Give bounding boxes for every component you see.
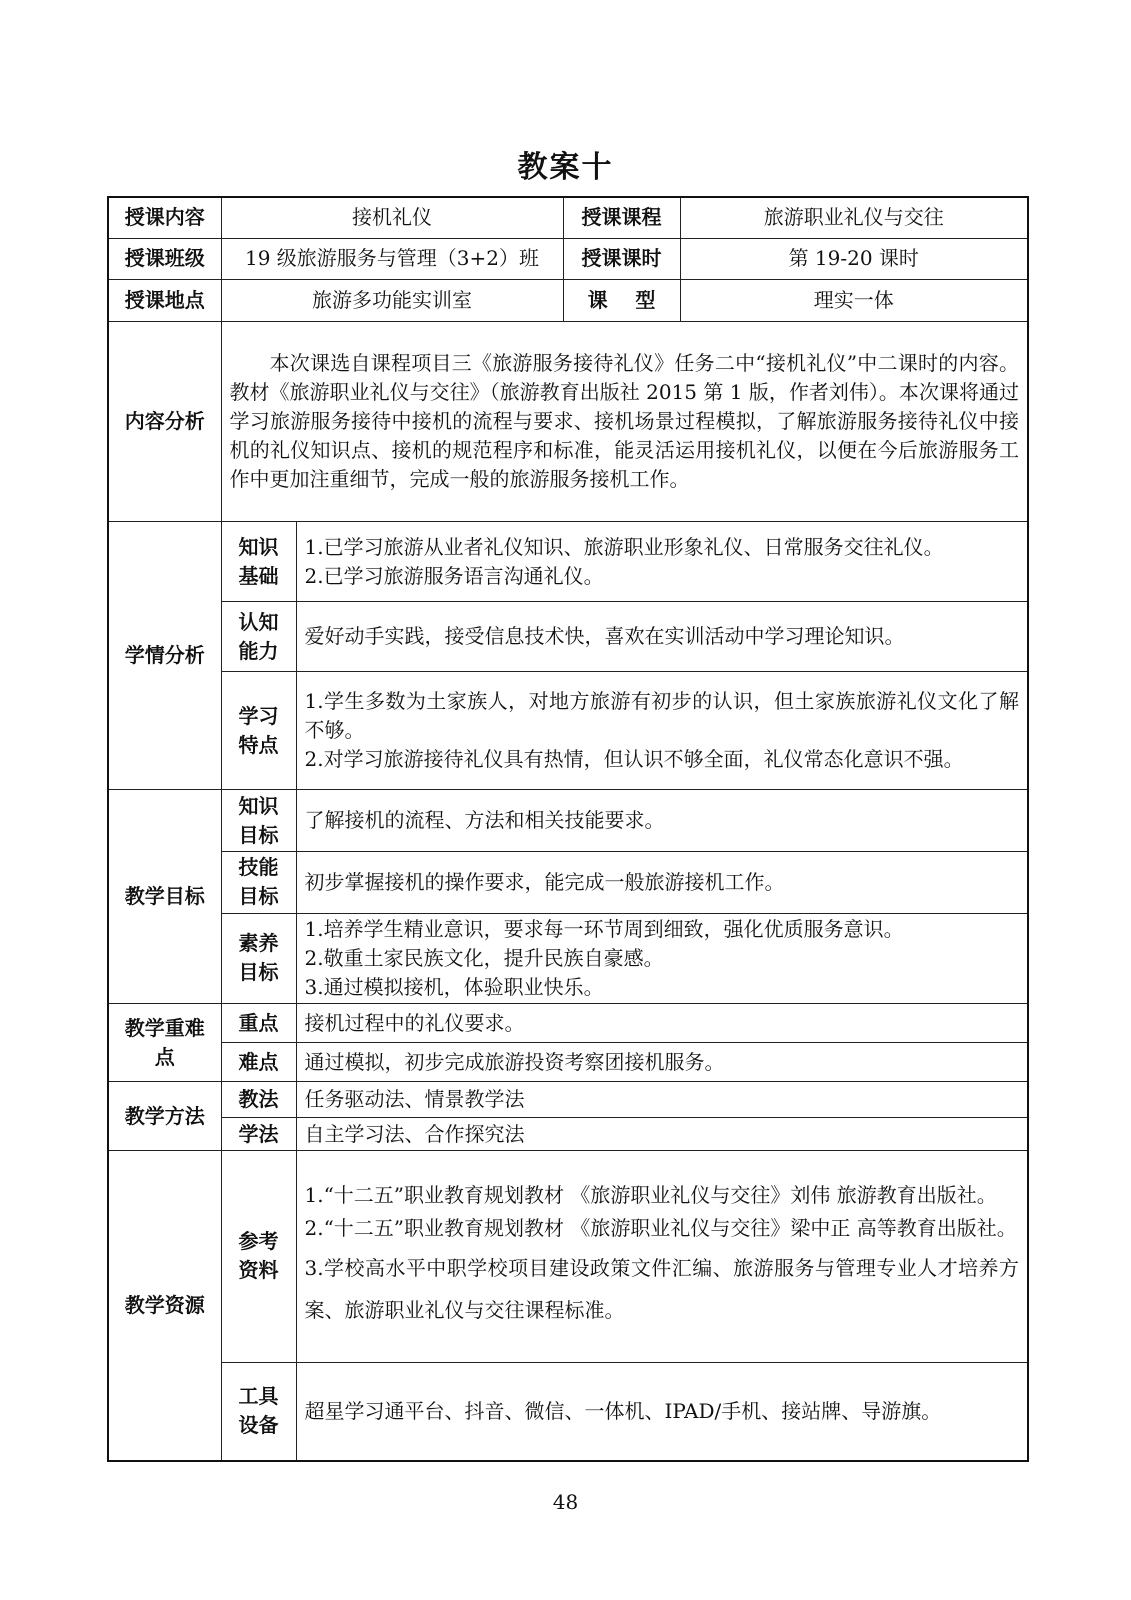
learning-method-text: 自主学习法、合作探究法 <box>296 1118 1028 1151</box>
knowledge-base-line: 2.已学习旅游服务语言沟通礼仪。 <box>304 563 604 588</box>
header-row-3 <box>108 279 1028 321</box>
knowledge-objective-label: 知识目标 <box>221 790 296 852</box>
teaching-method-text: 任务驱动法、情景教学法 <box>296 1082 1028 1118</box>
learner-analysis-label: 学情分析 <box>108 522 221 790</box>
content-analysis-row <box>108 321 1028 521</box>
knowledge-base-label: 知识基础 <box>221 522 296 602</box>
references-text <box>296 1151 1028 1363</box>
key-points-label: 教学重难点 <box>108 1004 221 1082</box>
difficult-point-row <box>108 1043 1028 1082</box>
difficult-point-label: 难点 <box>221 1043 296 1082</box>
header-row-1 <box>108 197 1028 238</box>
label-location: 授课地点 <box>108 279 221 321</box>
resources-label: 教学资源 <box>108 1151 221 1461</box>
key-point-row <box>108 1004 1028 1043</box>
traits-line: 1.学生多数为土家族人，对地方旅游有初步的认识，但土家族旅游礼仪文化了解不够。 <box>304 689 1019 743</box>
learner-traits-row <box>108 672 1028 790</box>
teaching-method-row <box>108 1082 1028 1118</box>
header-row-2 <box>108 238 1028 279</box>
lesson-plan-table <box>107 196 1029 1462</box>
value-course: 旅游职业礼仪与交往 <box>680 197 1028 238</box>
value-class: 19 级旅游服务与管理（3+2）班 <box>221 238 563 279</box>
content-analysis-label: 内容分析 <box>108 321 221 521</box>
learner-knowledge-row <box>108 522 1028 602</box>
literacy-objective-label: 素养目标 <box>221 913 296 1003</box>
cognition-text <box>296 602 1028 672</box>
traits-line: 2.对学习旅游接待礼仪具有热情，但认识不够全面，礼仪常态化意识不强。 <box>304 747 964 772</box>
label-class: 授课班级 <box>108 238 221 279</box>
literacy-line: 1.培养学生精业意识，要求每一环节周到细致，强化优质服务意识。 <box>304 916 904 941</box>
page-number: 48 <box>552 1490 579 1514</box>
label-content: 授课内容 <box>108 197 221 238</box>
traits-text <box>296 672 1028 790</box>
literacy-objective-text <box>296 913 1028 1003</box>
value-hours: 第 19-20 课时 <box>680 238 1028 279</box>
skill-objective-text: 初步掌握接机的操作要求，能完成一般旅游接机工作。 <box>296 852 1028 914</box>
knowledge-base-text <box>296 522 1028 602</box>
value-content: 接机礼仪 <box>221 197 563 238</box>
objective-literacy-row <box>108 913 1028 1003</box>
objective-skill-row <box>108 852 1028 914</box>
content-analysis-text: 本次课选自课程项目三《旅游服务接待礼仪》任务二中“接机礼仪”中二课时的内容。教材《旅游职业礼仪与交往》（旅游教育出版社 2015 第 1 版，作者刘伟）。本次课将通过学习旅游服务接待中接机的流程与要求、接机场景过程模拟，了解旅游服务接待礼仪中接机的礼仪知识点、接机的规范程序和标准，能灵活运用接机礼仪，以便在今后旅游服务工作中更加注重细节，完成一般的旅游服务接机工作。 <box>221 321 1028 521</box>
learning-method-label: 学法 <box>221 1118 296 1151</box>
cognition-label: 认知能力 <box>221 602 296 672</box>
literacy-line: 2.敬重土家民族文化，提升民族自豪感。 <box>304 945 664 970</box>
teaching-method-label: 教法 <box>221 1082 296 1118</box>
cognition-line: 爱好动手实践，接受信息技术快，喜欢在实训活动中学习理论知识。 <box>304 624 905 649</box>
references-row <box>108 1151 1028 1363</box>
tools-text: 超星学习通平台、抖音、微信、一体机、IPAD/手机、接站牌、导游旗。 <box>296 1362 1028 1461</box>
objectives-label: 教学目标 <box>108 790 221 1004</box>
reference-line: 1.“十二五”职业教育规划教材 《旅游职业礼仪与交往》刘伟 旅游教育出版社。 <box>304 1183 997 1208</box>
tools-row <box>108 1362 1028 1461</box>
methods-label: 教学方法 <box>108 1082 221 1151</box>
label-type: 课 型 <box>563 279 680 321</box>
references-label: 参考资料 <box>221 1151 296 1363</box>
label-hours: 授课课时 <box>563 238 680 279</box>
skill-objective-label: 技能目标 <box>221 852 296 914</box>
learning-method-row <box>108 1118 1028 1151</box>
learner-cognition-row <box>108 602 1028 672</box>
difficult-point-text: 通过模拟，初步完成旅游投资考察团接机服务。 <box>296 1043 1028 1082</box>
reference-line: 2.“十二五”职业教育规划教材 《旅游职业礼仪与交往》梁中正 高等教育出版社。 <box>304 1216 1017 1241</box>
label-course: 授课课程 <box>563 197 680 238</box>
key-point-label: 重点 <box>221 1004 296 1043</box>
value-location: 旅游多功能实训室 <box>221 279 563 321</box>
knowledge-base-line: 1.已学习旅游从业者礼仪知识、旅游职业形象礼仪、日常服务交往礼仪。 <box>304 534 944 559</box>
value-type: 理实一体 <box>680 279 1028 321</box>
literacy-line: 3.通过模拟接机，体验职业快乐。 <box>304 974 604 999</box>
tools-label: 工具设备 <box>221 1362 296 1461</box>
reference-line: 3.学校高水平中职学校项目建设政策文件汇编、旅游服务与管理专业人才培养方案、旅游职业礼仪与交往课程标准。 <box>304 1256 1019 1323</box>
traits-label: 学习特点 <box>221 672 296 790</box>
knowledge-objective-text: 了解接机的流程、方法和相关技能要求。 <box>296 790 1028 852</box>
objective-knowledge-row <box>108 790 1028 852</box>
key-point-text: 接机过程中的礼仪要求。 <box>296 1004 1028 1043</box>
document-title: 教案十 <box>517 150 614 185</box>
